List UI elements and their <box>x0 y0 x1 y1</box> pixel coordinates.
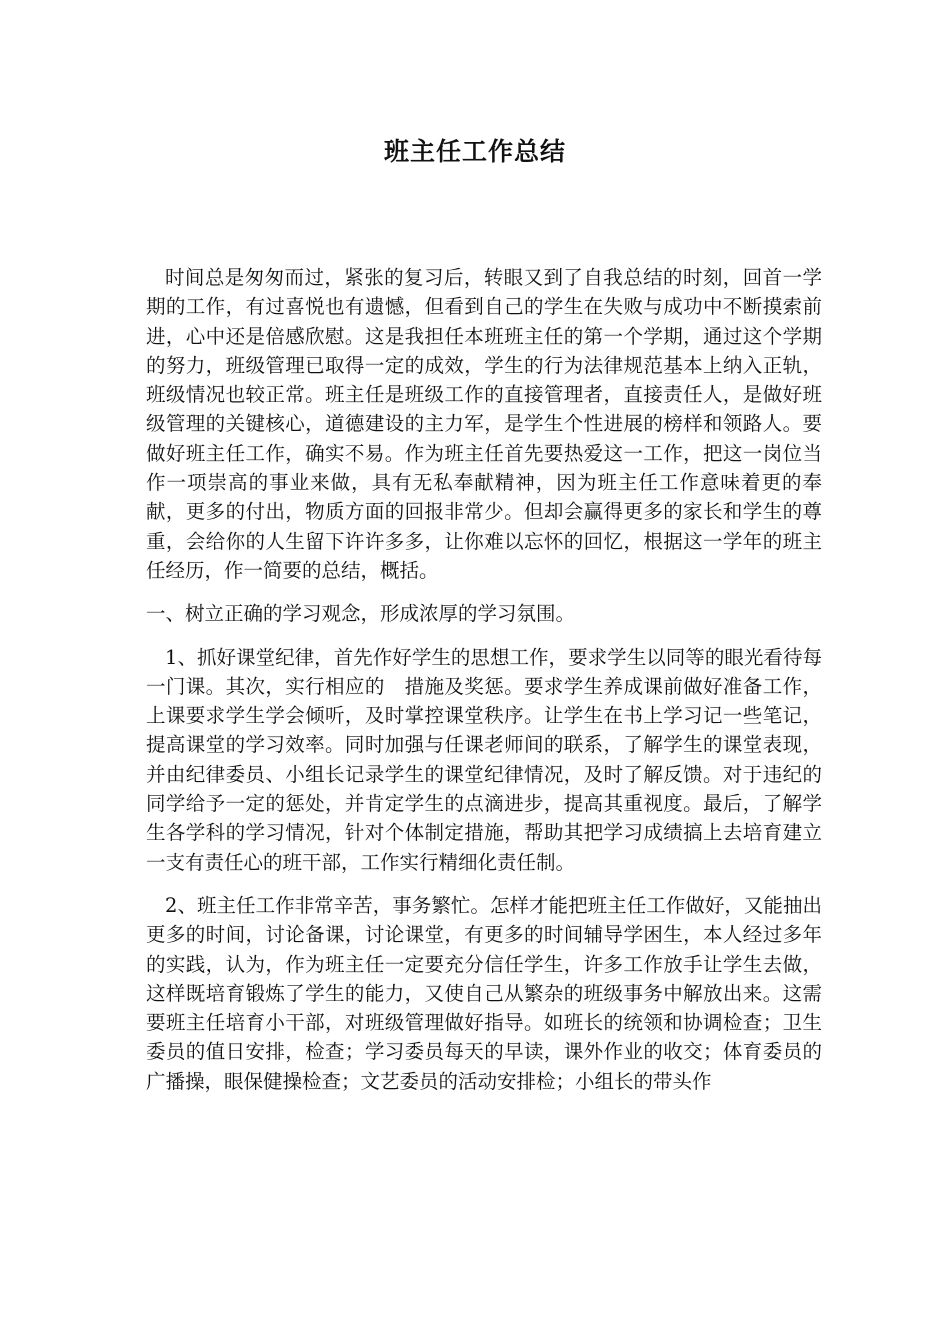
item-paragraph-2: 2、班主任工作非常辛苦，事务繁忙。怎样才能把班主任工作做好，又能抽出更多的时间，讨论备课，讨论课堂，有更多的时间辅导学困生，本人经过多年的实践，认为，作为班主任一定要充分信任学生，许多工作放手让学生去做，这样既培育锻炼了学生的能力，又使自己从繁杂的班级事务中解放出来。这需要班主任培育小干部，对班级管理做好指导。如班长的统领和协调检查；卫生委员的值日安排，检查；学习委员每天的早读，课外作业的收交；体育委员的广播操，眼保健操检查；文艺委员的活动安排检；小组长的带头作 <box>146 893 822 1093</box>
item-paragraph-1: 1、抓好课堂纪律，首先作好学生的思想工作，要求学生以同等的眼光看待每一门课。其次，实行相应的 措施及奖惩。要求学生养成课前做好准备工作，上课要求学生学会倾听，及时掌控课堂秩序。让学生在书上学习记一些笔记，提高课堂的学习效率。同时加强与任课老师间的联系，了解学生的课堂表现，并由纪律委员、小组长记录学生的课堂纪律情况，及时了解反馈。对于违纪的同学给予一定的惩处，并肯定学生的点滴进步，提高其重视度。最后，了解学生各学科的学习情况，针对个体制定措施，帮助其把学习成绩搞上去培育建立一支有责任心的班干部，工作实行精细化责任制。 <box>146 645 822 874</box>
intro-paragraph: 时间总是匆匆而过，紧张的复习后，转眼又到了自我总结的时刻，回首一学期的工作，有过喜悦也有遗憾，但看到自己的学生在失败与成功中不断摸索前进，心中还是倍感欣慰。这是我担任本班班主任的第一个学期，通过这个学期的努力，班级管理已取得一定的成效，学生的行为法律规范基本上纳入正轨，班级情况也较正常。班主任是班级工作的直接管理者，直接责任人，是做好班级管理的关键核心，道德建设的主力军，是学生个性进展的榜样和领路人。要做好班主任工作，确实不易。作为班主任首先要热爱这一工作，把这一岗位当作一项崇高的事业来做，具有无私奉献精神，因为班主任工作意味着更的奉献，更多的付出，物质方面的回报非常少。但却会赢得更多的家长和学生的尊重，会给你的人生留下许许多多，让你难以忘怀的回忆，根据这一学年的班主任经历，作一简要的总结，概括。 <box>146 266 822 582</box>
document-body <box>146 263 822 1110</box>
section-heading-1: 一、树立正确的学习观念，形成浓厚的学习氛围。 <box>146 602 576 626</box>
document-title: 班主任工作总结 <box>383 137 566 166</box>
